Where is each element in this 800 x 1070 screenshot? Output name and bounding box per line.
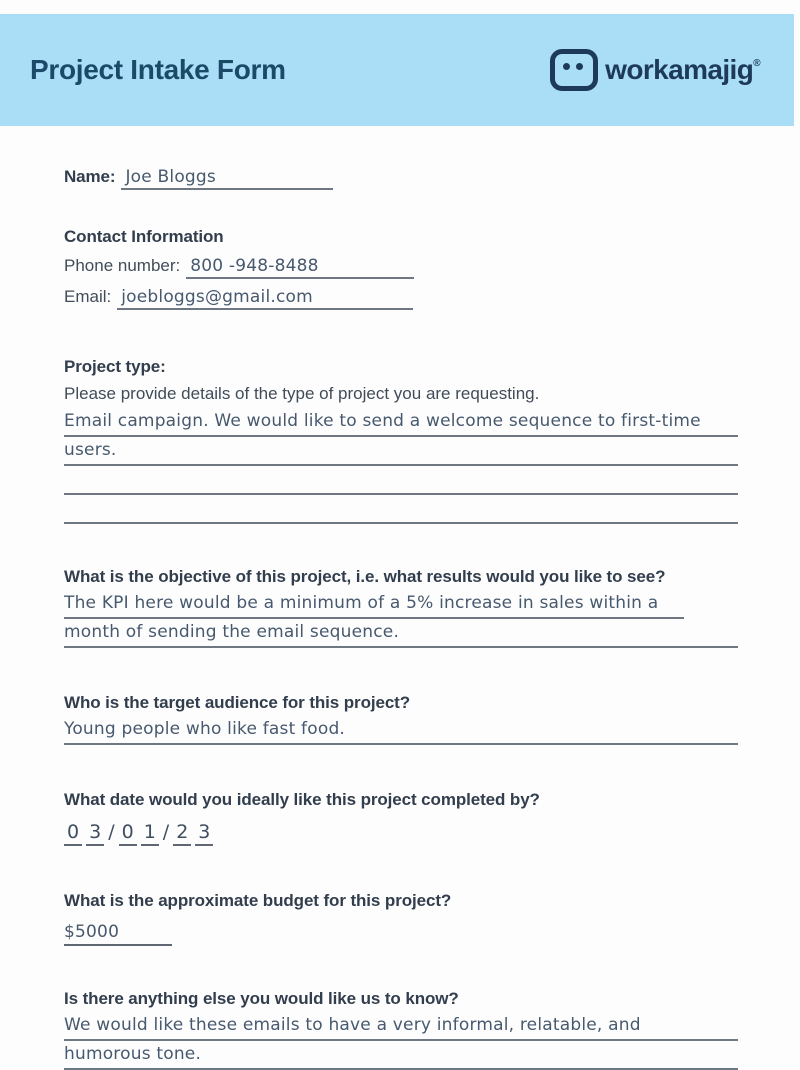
date-field[interactable] xyxy=(64,821,738,846)
robot-eye-left-icon xyxy=(563,63,570,70)
budget-field[interactable]: $5000 xyxy=(64,920,172,946)
anything-else-answer-line-1[interactable]: We would like these emails to have a very informal, relatable, and xyxy=(64,1012,738,1041)
objective-question: What is the objective of this project, i.e. what results would you like to see? xyxy=(64,567,666,586)
registered-mark: ® xyxy=(753,58,760,69)
phone-label: Phone number: xyxy=(64,256,181,275)
audience-question: Who is the target audience for this project? xyxy=(64,693,411,712)
objective-answer-line-1[interactable]: The KPI here would be a minimum of a 5% increase in sales within a xyxy=(64,590,684,619)
date-section xyxy=(64,787,738,846)
date-digit[interactable]: 0 xyxy=(64,821,82,846)
page-title: Project Intake Form xyxy=(30,54,286,85)
audience-answer-line-1[interactable]: Young people who like fast food. xyxy=(64,716,738,745)
audience-section xyxy=(64,690,738,745)
robot-face-icon xyxy=(550,49,598,91)
date-digit[interactable]: 1 xyxy=(141,821,159,846)
objective-section xyxy=(64,564,738,648)
email-label: Email: xyxy=(64,287,112,306)
anything-else-section xyxy=(64,986,738,1070)
project-type-prompt: Please provide details of the type of project you are requesting. xyxy=(64,384,540,403)
budget-question: What is the approximate budget for this project? xyxy=(64,891,452,910)
form-body xyxy=(0,164,800,1070)
project-type-answer-line-1[interactable]: Email campaign. We would like to send a welcome sequence to first-time xyxy=(64,408,738,437)
date-digit[interactable]: 3 xyxy=(86,821,104,846)
contact-section xyxy=(64,224,738,312)
phone-field[interactable]: 800 -948-8488 xyxy=(186,255,414,279)
date-digit[interactable]: 3 xyxy=(195,821,213,846)
date-slash: / xyxy=(108,821,115,843)
date-slash: / xyxy=(162,821,170,843)
project-type-answer-line-4[interactable] xyxy=(64,495,738,524)
name-field[interactable]: Joe Bloggs xyxy=(121,166,333,190)
anything-else-answer-line-2[interactable]: humorous tone. xyxy=(64,1041,738,1070)
project-type-heading: Project type: xyxy=(64,357,166,376)
contact-heading: Contact Information xyxy=(64,227,224,246)
workamajig-logo xyxy=(550,49,760,91)
robot-eye-right-icon xyxy=(576,63,583,70)
phone-row xyxy=(64,252,738,281)
project-type-answer-line-2[interactable]: users. xyxy=(64,437,738,466)
form-header-band xyxy=(0,14,794,126)
name-row xyxy=(64,164,738,192)
anything-else-question: Is there anything else you would like us to know? xyxy=(64,989,459,1008)
email-field[interactable]: joebloggs@gmail.com xyxy=(117,286,413,310)
logo-wordmark: workamajig® xyxy=(605,54,760,85)
date-digit[interactable]: 0 xyxy=(119,821,137,846)
budget-section xyxy=(64,888,738,946)
date-question: What date would you ideally like this project completed by? xyxy=(64,790,540,809)
date-digit[interactable]: 2 xyxy=(173,821,191,846)
email-row xyxy=(64,283,738,312)
name-label: Name: xyxy=(64,167,116,186)
project-type-section xyxy=(64,354,738,524)
project-type-answer-line-3[interactable] xyxy=(64,466,738,495)
objective-answer-line-2[interactable]: month of sending the email sequence. xyxy=(64,619,738,648)
